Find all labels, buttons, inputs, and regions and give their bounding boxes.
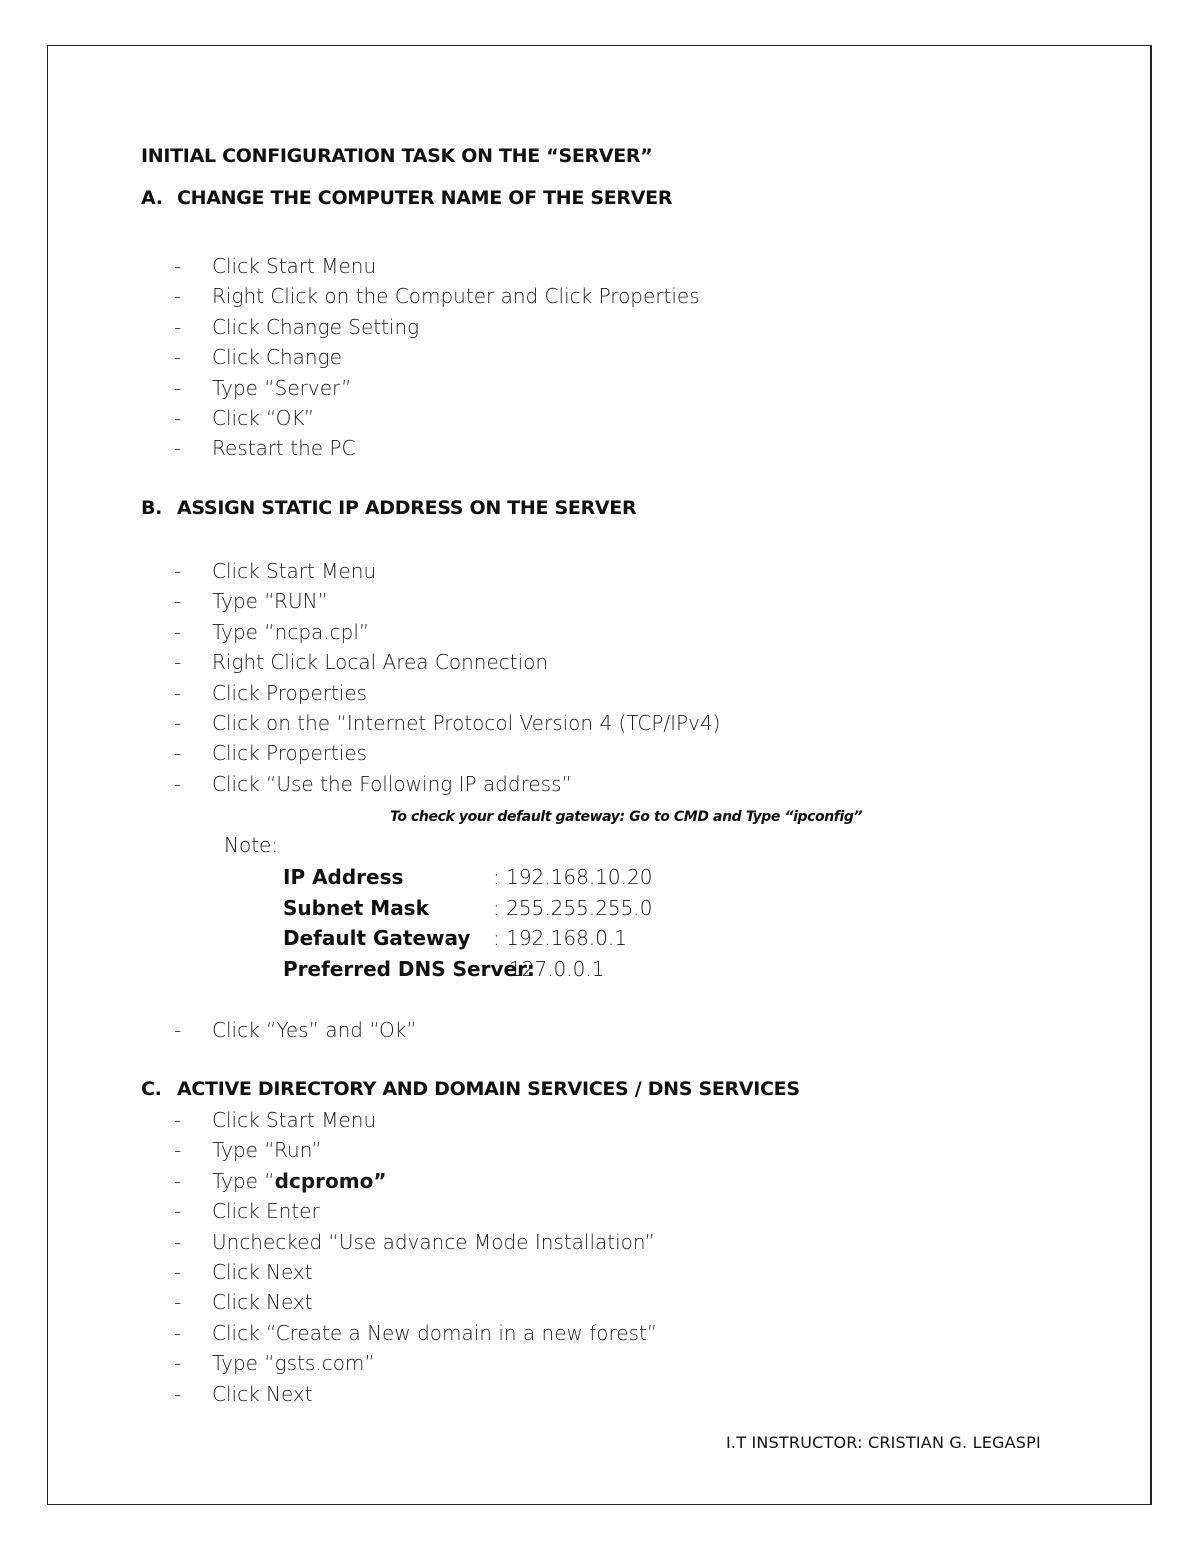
bullet-dash: - (174, 1108, 182, 1132)
section-letter: B. (141, 497, 163, 519)
note-key: Preferred DNS Server: (283, 956, 535, 981)
bullet-dash: - (174, 405, 182, 430)
bullet-dash: - (174, 741, 182, 766)
note-value: : 255.255.255.0 (493, 895, 653, 920)
section-title: ACTIVE DIRECTORY AND DOMAIN SERVICES / DNS SERVICES (177, 1078, 800, 1100)
note-value: : 192.168.10.20 (493, 865, 653, 889)
bullet-dash: - (174, 1199, 182, 1224)
step-text: Restart the PC (212, 436, 356, 461)
step-text: Type “Run” (212, 1138, 322, 1163)
note-value: : 192.168.0.1 (493, 926, 627, 950)
bullet-dash: - (174, 1351, 182, 1376)
document-title: INITIAL CONFIGURATION TASK ON THE “SERVER” (141, 145, 653, 167)
bullet-dash: - (174, 680, 182, 705)
step-text: Click Next (212, 1290, 313, 1315)
bullet-dash: - (174, 1168, 182, 1193)
bullet-dash: - (174, 436, 182, 461)
note-row-default-gateway (283, 923, 883, 954)
section-letter: C. (141, 1078, 162, 1100)
section-title: ASSIGN STATIC IP ADDRESS ON THE SERVER (177, 497, 637, 519)
bullet-dash: - (174, 619, 182, 644)
bullet-dash: - (174, 254, 182, 278)
section-a-heading (141, 187, 672, 209)
step-text: Click “Use the Following IP address” (212, 771, 572, 796)
bullet-dash: - (174, 345, 182, 370)
bullet-dash: - (174, 1259, 182, 1284)
step-text: Click Next (212, 1259, 313, 1284)
step-text: Click Properties (212, 680, 368, 705)
bullet-dash: - (174, 589, 182, 614)
step-text: Click on the “Internet Protocol Version 4 (TCP/IPv4) (212, 710, 721, 735)
step-text: Type “ncpa.cpl” (212, 619, 370, 644)
step-text (212, 1166, 386, 1196)
step-text: Click Properties (212, 741, 368, 766)
step-text: Click “Yes” and “Ok” (212, 1018, 417, 1042)
section-title: CHANGE THE COMPUTER NAME OF THE SERVER (177, 187, 673, 209)
ip-settings-note (283, 862, 883, 984)
step-text: Click Start Menu (212, 559, 377, 583)
bullet-dash: - (174, 375, 182, 400)
section-c-heading (141, 1078, 800, 1100)
note-key: IP Address (283, 865, 404, 889)
step-text: Click Change Setting (212, 314, 420, 339)
step-text: Click Change (212, 345, 342, 370)
gateway-tip: To check your default gateway: Go to CMD and Type “ipconfig” (390, 809, 863, 825)
note-row-subnet-mask (283, 893, 883, 924)
bullet-dash: - (174, 1381, 182, 1406)
step-text: Right Click on the Computer and Click Properties (212, 284, 700, 309)
step-text: Type “Server” (212, 375, 352, 400)
step-text: Click Next (212, 1381, 313, 1406)
step-text: Type “gsts.com” (212, 1351, 375, 1376)
note-row-preferred-dns (283, 954, 883, 985)
bullet-dash: - (174, 1018, 182, 1042)
step-text: Unchecked “Use advance Mode Installation” (212, 1229, 655, 1254)
section-b-heading (141, 497, 636, 519)
bullet-dash: - (174, 284, 182, 309)
bullet-dash: - (174, 710, 182, 735)
note-key: Subnet Mask (283, 895, 429, 920)
step-text: Click Start Menu (212, 254, 377, 278)
bullet-dash: - (174, 771, 182, 796)
step-text: Click Start Menu (212, 1108, 377, 1132)
bullet-dash: - (174, 1290, 182, 1315)
bullet-dash: - (174, 650, 182, 675)
instructor-footer: I.T INSTRUCTOR: CRISTIAN G. LEGASPI (726, 1433, 1041, 1452)
bullet-dash: - (174, 1320, 182, 1345)
step-text: Click “Create a New domain in a new forest” (212, 1320, 658, 1345)
section-letter: A. (141, 187, 163, 209)
note-key: Default Gateway (283, 926, 471, 950)
bullet-dash: - (174, 1229, 182, 1254)
step-text: Click Enter (212, 1199, 320, 1224)
bullet-dash: - (174, 1138, 182, 1163)
note-label: Note: (224, 833, 279, 857)
command-name: dcpromo (274, 1168, 374, 1193)
bullet-dash: - (174, 559, 182, 583)
step-prefix: Type “ (212, 1168, 275, 1193)
bullet-dash: - (174, 314, 182, 339)
step-text: Type “RUN” (212, 589, 328, 614)
note-row-ip-address (283, 862, 883, 893)
step-text: Right Click Local Area Connection (212, 650, 549, 675)
step-text: Click “OK” (212, 405, 315, 430)
quote-close: ” (373, 1168, 387, 1193)
note-value: 127.0.0.1 (509, 956, 605, 981)
